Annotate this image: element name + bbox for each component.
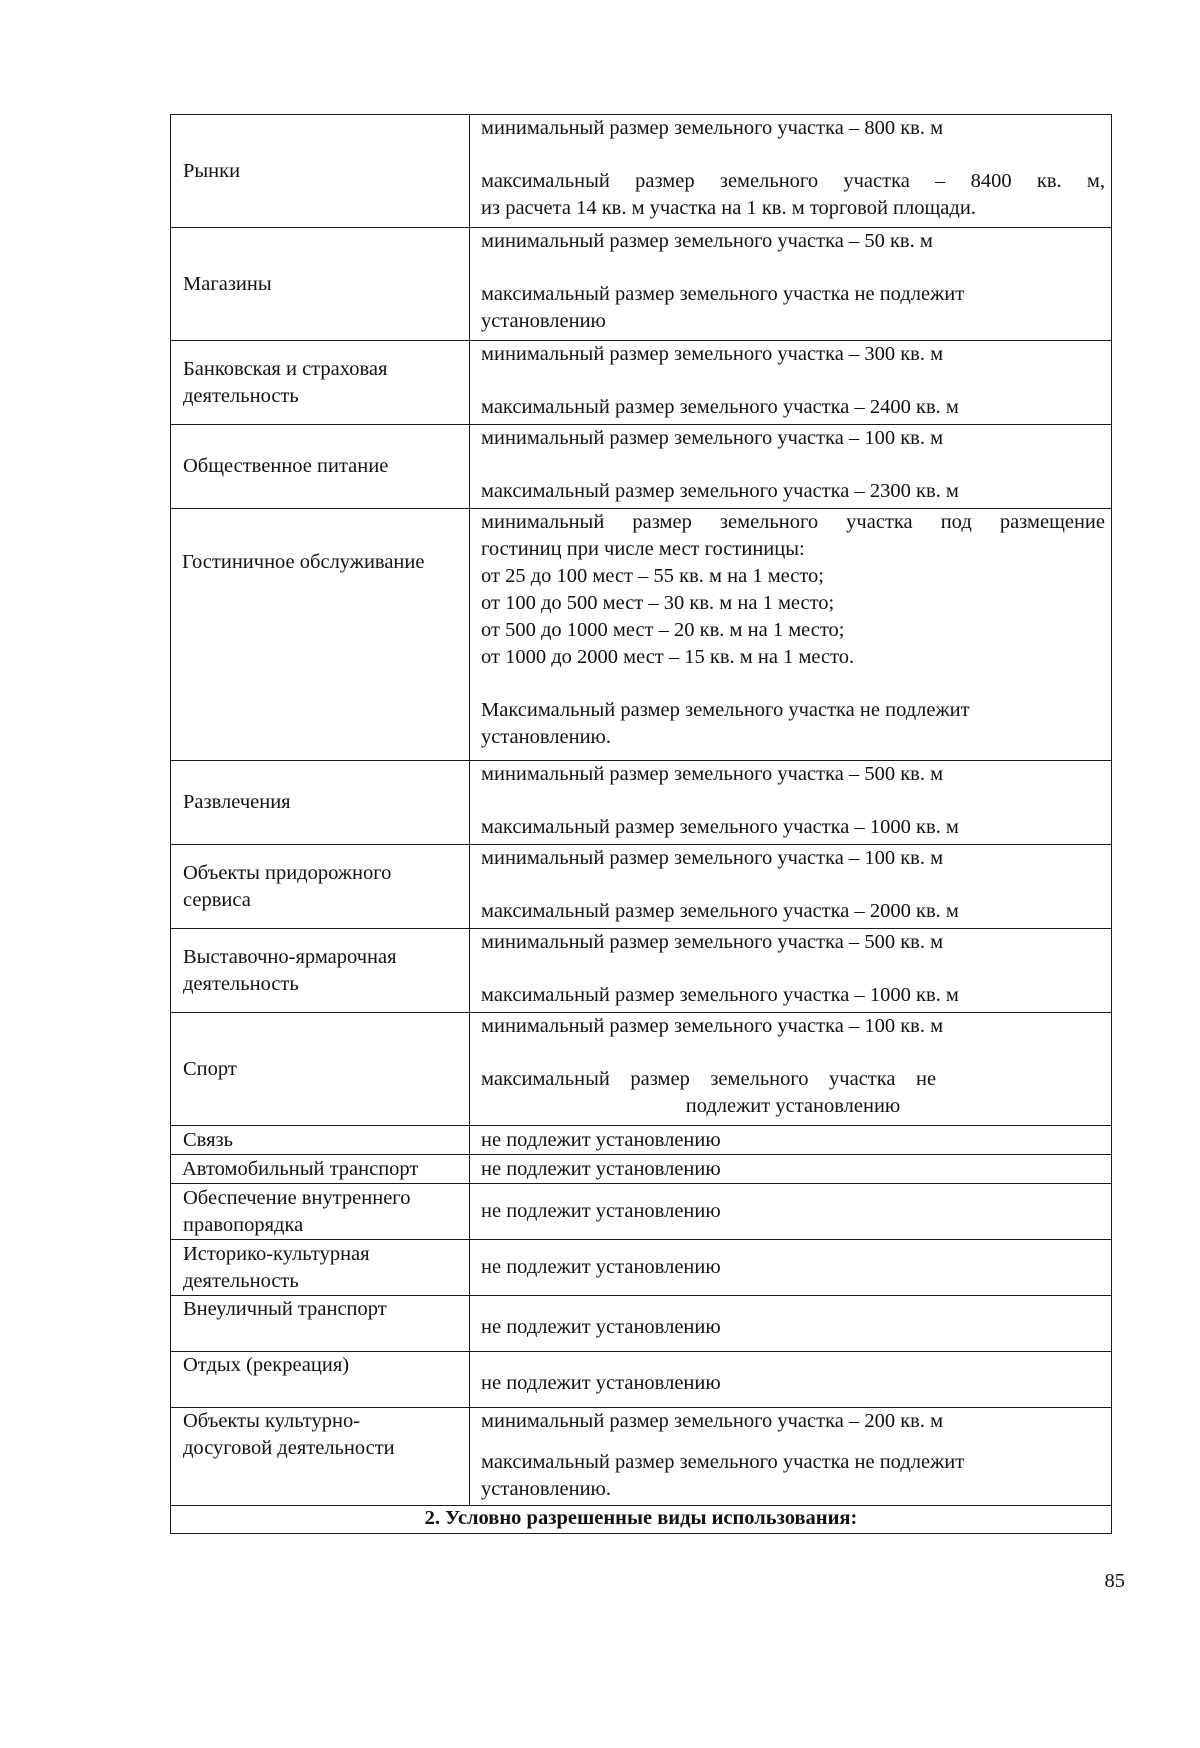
capacity-range-text: от 1000 до 2000 мест – 15 кв. м на 1 место. — [481, 646, 855, 668]
max-size-note: установлению. — [481, 726, 611, 748]
row-label-continued: правопорядка — [183, 1213, 304, 1236]
row-label: Объекты придорожного — [183, 861, 392, 884]
table-row — [171, 509, 1112, 761]
max-size-text: максимальный размер земельного участка – 2000 кв. м — [481, 900, 959, 922]
value-text: не подлежит установлению — [481, 1157, 721, 1180]
table-row — [171, 1408, 1112, 1506]
row-label: Автомобильный транспорт — [182, 1157, 419, 1180]
row-label-continued: деятельность — [183, 384, 299, 407]
table-row — [171, 761, 1112, 845]
row-label-cell — [171, 228, 470, 341]
min-size-text: минимальный размер земельного участка – 100 кв. м — [481, 847, 944, 869]
table-row — [171, 228, 1112, 341]
max-size-text: максимальный размер земельного участка – 2400 кв. м — [481, 396, 959, 418]
table-row — [171, 1013, 1112, 1126]
value-text: не подлежит установлению — [481, 1316, 721, 1338]
table-row — [171, 1352, 1112, 1408]
row-label-cell — [171, 1126, 470, 1155]
row-label: Гостиничное обслуживание — [182, 551, 425, 573]
max-size-note: подлежит установлению — [685, 1095, 901, 1117]
min-size-text: минимальный размер земельного участка – 500 кв. м — [481, 763, 944, 785]
row-value-cell — [470, 509, 1112, 761]
section-heading-row — [171, 1506, 1112, 1534]
max-size-note: из расчета 14 кв. м участка на 1 кв. м торговой площади. — [481, 197, 976, 219]
row-label-cell — [171, 115, 470, 228]
row-value-cell — [470, 1155, 1112, 1184]
row-label: Внеуличный транспорт — [183, 1298, 387, 1320]
row-label: Банковская и страховая — [183, 357, 388, 380]
row-value-cell — [470, 425, 1112, 509]
min-size-text: минимальный размер земельного участка под размещение — [481, 511, 1105, 533]
value-text: не подлежит установлению — [481, 1372, 721, 1394]
row-label: Объекты культурно- — [183, 1410, 361, 1432]
min-size-condition: гостиниц при числе мест гостиницы: — [481, 538, 805, 560]
row-label: Магазины — [183, 272, 272, 295]
capacity-range-text: от 500 до 1000 мест – 20 кв. м на 1 место; — [481, 619, 845, 641]
row-value-cell — [470, 845, 1112, 929]
page-number: 85 — [1104, 1570, 1125, 1592]
table-row — [171, 929, 1112, 1013]
min-size-text: минимальный размер земельного участка – 50 кв. м — [481, 230, 933, 252]
row-value-cell — [470, 761, 1112, 845]
min-size-text: минимальный размер земельного участка – 100 кв. м — [481, 1015, 944, 1037]
row-label: Развлечения — [183, 791, 291, 813]
max-size-text: Максимальный размер земельного участка не подлежит — [481, 699, 970, 721]
max-size-note: установлению — [481, 310, 606, 332]
min-size-text: минимальный размер земельного участка – 300 кв. м — [481, 343, 944, 365]
row-value-cell — [470, 1240, 1112, 1296]
row-value-cell — [470, 1296, 1112, 1352]
row-label-cell — [171, 1240, 470, 1296]
row-label-continued: деятельность — [183, 972, 299, 995]
row-label-cell — [171, 509, 470, 761]
max-size-text: максимальный размер земельного участка – 1000 кв. м — [481, 816, 959, 838]
row-label: Общественное питание — [183, 455, 389, 477]
max-size-note: установлению. — [481, 1478, 611, 1500]
land-use-table — [170, 114, 1112, 1534]
row-label-cell — [171, 341, 470, 425]
max-size-text: максимальный размер земельного участка – 1000 кв. м — [481, 984, 959, 1006]
max-size-text: максимальный размер земельного участка не подлежит — [481, 283, 965, 305]
min-size-text: минимальный размер земельного участка – 200 кв. м — [481, 1410, 944, 1432]
capacity-range-text: от 100 до 500 мест – 30 кв. м на 1 место; — [481, 592, 835, 614]
row-value-cell — [470, 1352, 1112, 1408]
table-row — [171, 1184, 1112, 1240]
row-label: Спорт — [183, 1057, 237, 1080]
table-row — [171, 1296, 1112, 1352]
section-heading: 2. Условно разрешенные виды использования: — [171, 1506, 1112, 1534]
table-row — [171, 1240, 1112, 1296]
min-size-text: минимальный размер земельного участка – 100 кв. м — [481, 427, 944, 449]
value-text: не подлежит установлению — [481, 1256, 721, 1278]
row-value-cell — [470, 341, 1112, 425]
row-value-cell — [470, 1013, 1112, 1126]
capacity-range-text: от 25 до 100 мест – 55 кв. м на 1 место; — [481, 565, 825, 587]
min-size-text: минимальный размер земельного участка – 800 кв. м — [481, 117, 944, 139]
row-label: Обеспечение внутреннего — [183, 1186, 411, 1209]
max-size-text: максимальный размер земельного участка не подлежит — [481, 1451, 965, 1473]
row-label-cell — [171, 761, 470, 845]
row-label-cell — [171, 929, 470, 1013]
row-label-cell — [171, 1013, 470, 1126]
row-label: Рынки — [183, 159, 241, 182]
row-label-cell — [171, 425, 470, 509]
row-value-cell — [470, 115, 1112, 228]
row-label: Выставочно-ярмарочная — [183, 945, 397, 968]
row-label: Отдых (рекреация) — [183, 1354, 350, 1376]
row-value-cell — [470, 228, 1112, 341]
row-label-continued: досуговой деятельности — [183, 1437, 395, 1459]
min-size-text: минимальный размер земельного участка – 500 кв. м — [481, 931, 944, 953]
row-label-cell — [171, 1352, 470, 1408]
row-label-cell — [171, 1155, 470, 1184]
max-size-text: максимальный размер земельного участка – 2300 кв. м — [481, 480, 959, 502]
row-label: Связь — [183, 1128, 233, 1151]
row-label-cell — [171, 1408, 470, 1506]
row-label: Историко-культурная — [183, 1242, 370, 1265]
row-value-cell — [470, 929, 1112, 1013]
row-value-cell — [470, 1184, 1112, 1240]
row-value-cell — [470, 1408, 1112, 1506]
table-row — [171, 845, 1112, 929]
table-row — [171, 425, 1112, 509]
value-text: не подлежит установлению — [481, 1200, 721, 1222]
row-label-continued: деятельность — [183, 1269, 299, 1292]
row-label-cell — [171, 1184, 470, 1240]
row-label-continued: сервиса — [183, 888, 251, 911]
max-size-text: максимальный размер земельного участка не — [481, 1068, 937, 1090]
value-text: не подлежит установлению — [481, 1128, 721, 1151]
row-value-cell — [470, 1126, 1112, 1155]
row-label-cell — [171, 1296, 470, 1352]
table-row — [171, 115, 1112, 228]
table-row — [171, 1155, 1112, 1184]
table-row — [171, 341, 1112, 425]
row-label-cell — [171, 845, 470, 929]
max-size-text: максимальный размер земельного участка – 8400 кв. м, — [481, 170, 1105, 192]
table-row — [171, 1126, 1112, 1155]
